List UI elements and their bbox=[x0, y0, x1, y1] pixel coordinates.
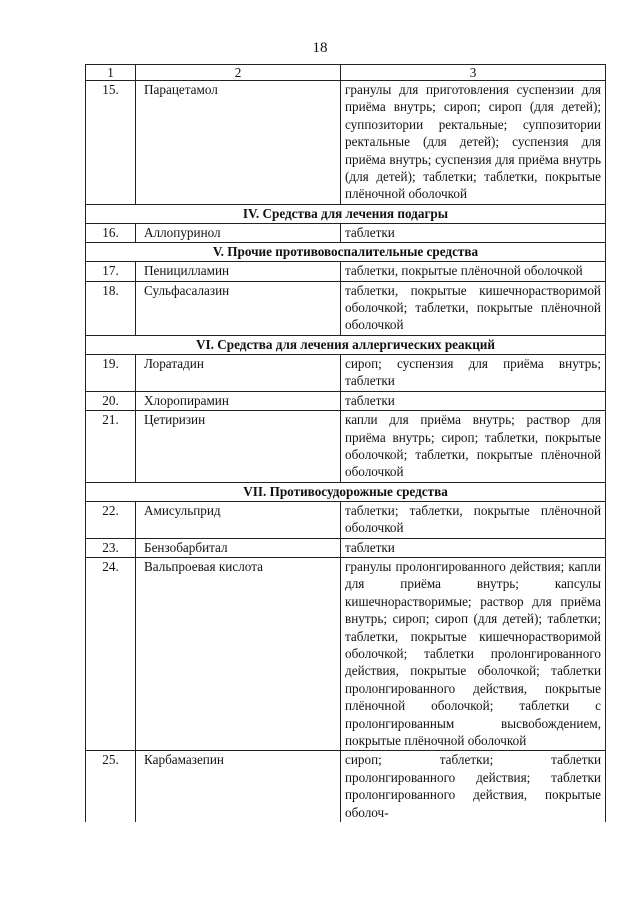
row-number: 20. bbox=[86, 391, 136, 410]
drug-name: Парацетамол bbox=[136, 81, 341, 205]
section-title: V. Прочие противовоспалительные средства bbox=[86, 243, 606, 262]
table-body bbox=[86, 81, 606, 823]
row-number: 24. bbox=[86, 557, 136, 750]
row-number: 21. bbox=[86, 411, 136, 483]
dosage-forms: таблетки, покрытые плёночной оболочкой bbox=[341, 262, 606, 281]
drug-name: Бензобарбитал bbox=[136, 538, 341, 557]
column-header-name: 2 bbox=[136, 65, 341, 81]
dosage-forms: таблетки bbox=[341, 223, 606, 242]
dosage-forms: таблетки bbox=[341, 391, 606, 410]
column-header-number: 1 bbox=[86, 65, 136, 81]
section-title: VII. Противосудорожные средства bbox=[86, 482, 606, 501]
medication-table bbox=[85, 64, 606, 822]
table-row bbox=[86, 538, 606, 557]
drug-name: Вальпроевая кислота bbox=[136, 557, 341, 750]
section-row bbox=[86, 335, 606, 354]
dosage-forms: таблетки bbox=[341, 538, 606, 557]
drug-name: Сульфасалазин bbox=[136, 281, 341, 335]
table-row bbox=[86, 223, 606, 242]
row-number: 19. bbox=[86, 354, 136, 391]
drug-name: Карбамазепин bbox=[136, 751, 341, 822]
drug-name: Лоратадин bbox=[136, 354, 341, 391]
table-row bbox=[86, 411, 606, 483]
section-title: IV. Средства для лечения подагры bbox=[86, 204, 606, 223]
drug-name: Пеницилламин bbox=[136, 262, 341, 281]
table-row bbox=[86, 557, 606, 750]
dosage-forms: таблетки, покрытые кишечнорастворимой оболочкой; таблетки, покрытые плёночной оболочкой bbox=[341, 281, 606, 335]
table-header-row bbox=[86, 65, 606, 81]
page-number: 18 bbox=[312, 40, 328, 56]
row-number: 22. bbox=[86, 501, 136, 538]
dosage-forms: сироп; таблетки; таблетки пролонгированного действия; таблетки пролонгированного действия, покрытые оболоч- bbox=[341, 751, 606, 822]
column-header-forms: 3 bbox=[341, 65, 606, 81]
table-row bbox=[86, 391, 606, 410]
drug-name: Аллопуринол bbox=[136, 223, 341, 242]
table-row bbox=[86, 281, 606, 335]
section-row bbox=[86, 204, 606, 223]
dosage-forms: таблетки; таблетки, покрытые плёночной оболочкой bbox=[341, 501, 606, 538]
drug-name: Цетиризин bbox=[136, 411, 341, 483]
table-row bbox=[86, 262, 606, 281]
dosage-forms: сироп; суспензия для приёма внутрь; таблетки bbox=[341, 354, 606, 391]
dosage-forms: капли для приёма внутрь; раствор для приёма внутрь; сироп; таблетки, покрытые оболочкой; таблетки, покрытые плёночной оболочкой bbox=[341, 411, 606, 483]
dosage-forms: гранулы для приготовления суспензии для приёма внутрь; сироп; сироп (для детей); суппозитории ректальные; суппозитории ректальные (для детей); суспензия для приёма внутрь; суспензия для приёма внутрь (для детей); таблетки; таблетки, покрытые плёночной оболочкой bbox=[341, 81, 606, 205]
section-row bbox=[86, 482, 606, 501]
row-number: 16. bbox=[86, 223, 136, 242]
drug-name: Амисульприд bbox=[136, 501, 341, 538]
section-title: VI. Средства для лечения аллергических реакций bbox=[86, 335, 606, 354]
row-number: 17. bbox=[86, 262, 136, 281]
row-number: 23. bbox=[86, 538, 136, 557]
section-row bbox=[86, 243, 606, 262]
table-row bbox=[86, 81, 606, 205]
table-row bbox=[86, 354, 606, 391]
row-number: 25. bbox=[86, 751, 136, 822]
table-row bbox=[86, 751, 606, 822]
row-number: 18. bbox=[86, 281, 136, 335]
dosage-forms: гранулы пролонгированного действия; капли для приёма внутрь; капсулы кишечнорастворимые; раствор для приёма внутрь; сироп; сироп (для детей); таблетки; таблетки, покрытые кишечнорастворимой оболочкой; таблетки пролонгированного действия, покрытые оболочкой; таблетки пролонгированного действия, покрытые плёночной оболочкой; таблетки с пролонгированным высвобождением, покрытые плёночной оболочкой bbox=[341, 557, 606, 750]
drug-name: Хлоропирамин bbox=[136, 391, 341, 410]
row-number: 15. bbox=[86, 81, 136, 205]
table-row bbox=[86, 501, 606, 538]
